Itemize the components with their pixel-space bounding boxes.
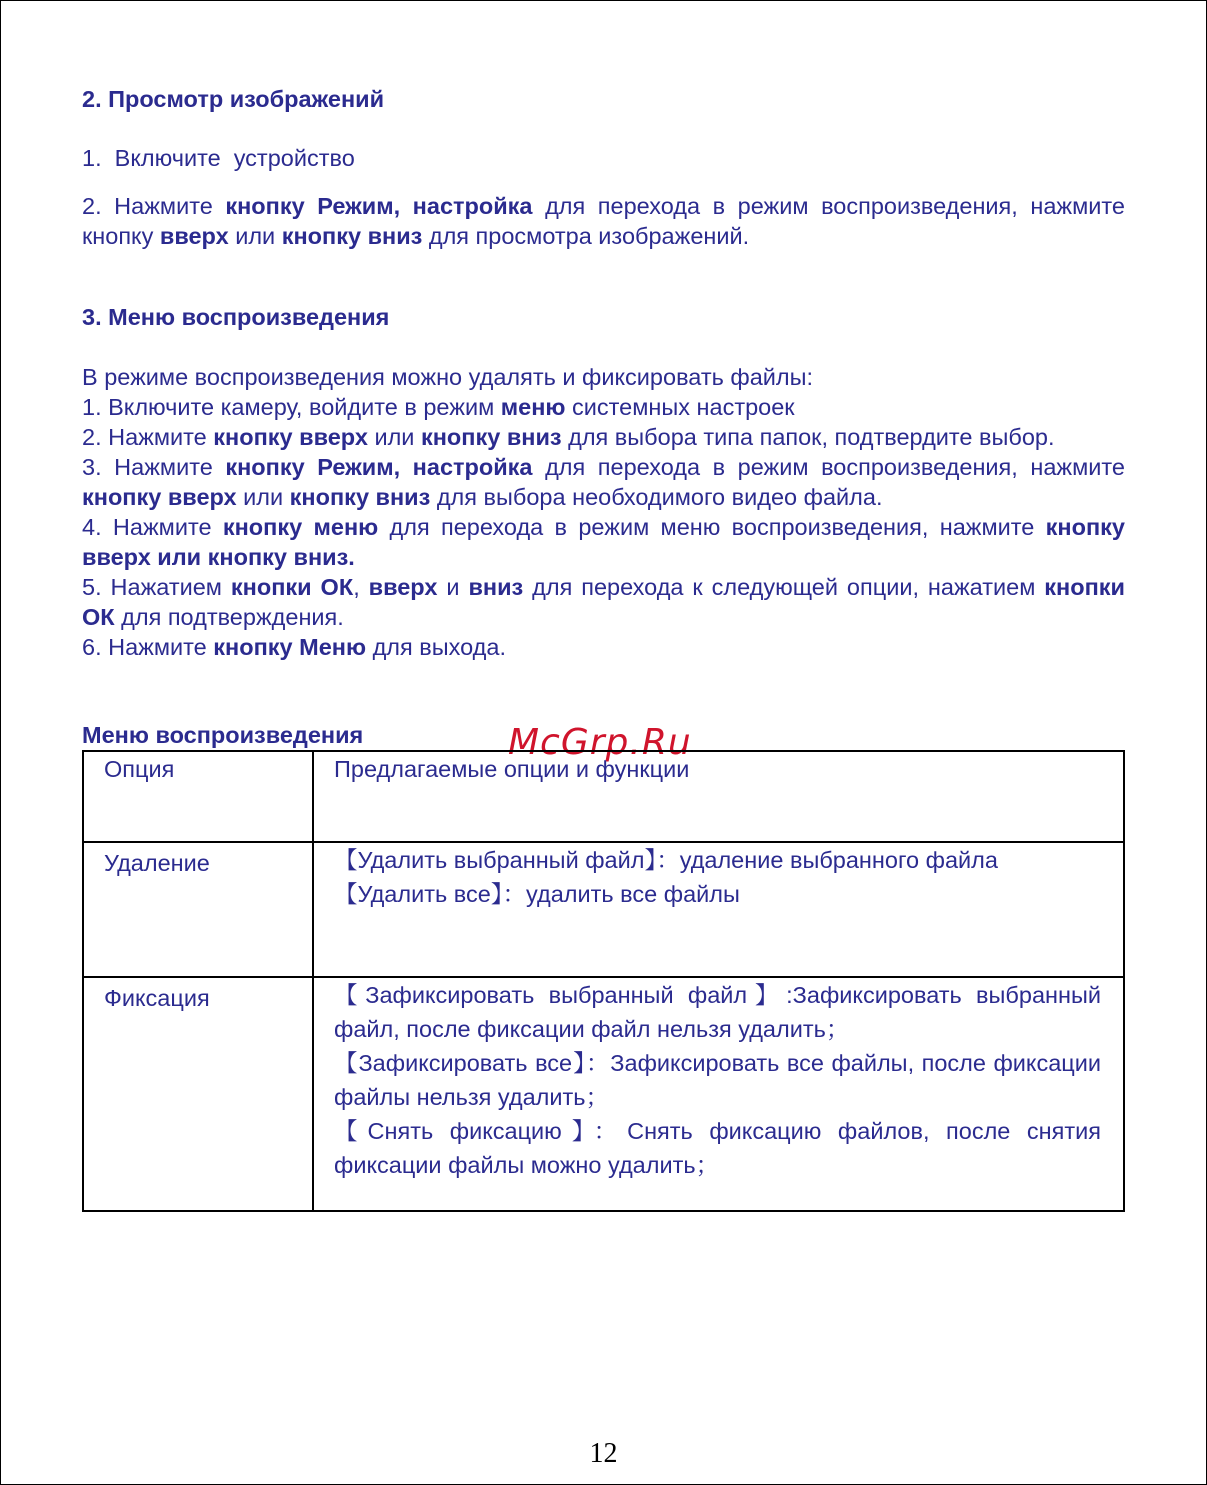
section-3-step-6: 6. Нажмите кнопку Меню для выхода.	[82, 634, 506, 660]
row-functions-lock	[313, 977, 1124, 1211]
section-3-step-3: 3. Нажмите кнопку Режим, настройка для перехода в режим воспроизведения, нажмите кнопку вверх или кнопку вниз для выбора необходимого видео файла.	[82, 454, 1125, 510]
table-title: Меню воспроизведения	[82, 722, 364, 748]
table-line: 【Удалить выбранный файл】：удаление выбранного файла	[334, 847, 998, 873]
section-3-step-5: 5. Нажатием кнопки ОК, вверх и вниз для перехода к следующей опции, нажатием кнопки ОК для подтверждения.	[82, 574, 1125, 630]
header-functions-cell: Предлагаемые опции и функции	[313, 751, 1124, 842]
row-option-delete: Удаление	[83, 842, 313, 977]
table-row	[83, 842, 1124, 977]
watermark: McGrp.Ru	[508, 722, 692, 763]
section-2-step-1: 1. Включите устройство	[82, 145, 355, 171]
table-line: 【Зафиксировать все】：Зафиксировать все файлы, после фиксации файлы нельзя удалить；	[334, 1050, 1101, 1110]
section-3-step-4: 4. Нажмите кнопку меню для перехода в режим меню воспроизведения, нажмите кнопку вверх или кнопку вниз.	[82, 514, 1125, 570]
table-line: 【Удалить все】：удалить все файлы	[334, 881, 740, 907]
section-2-heading: 2. Просмотр изображений	[82, 86, 385, 112]
section-3-body	[82, 362, 1125, 662]
section-3-step-1: 1. Включите камеру, войдите в режим меню системных настроек	[82, 394, 795, 420]
row-option-lock: Фиксация	[83, 977, 313, 1211]
section-2-step-2: 2. Нажмите кнопку Режим, настройка для перехода в режим воспроизведения, нажмите кнопку вверх или кнопку вниз для просмотра изображений.	[82, 193, 1125, 249]
page-number: 12	[589, 1438, 618, 1469]
row-functions-delete	[313, 842, 1124, 977]
header-option-cell: Опция	[83, 751, 313, 842]
playback-menu-table	[82, 750, 1125, 1212]
section-3-heading: 3. Меню воспроизведения	[82, 304, 390, 330]
section-3-step-2: 2. Нажмите кнопку вверх или кнопку вниз для выбора типа папок, подтвердите выбор.	[82, 424, 1055, 450]
table-line: 【Снять фиксацию】：Снять фиксацию файлов, после снятия фиксации файлы можно удалить；	[334, 1118, 1101, 1178]
table-row	[83, 977, 1124, 1211]
table-header-row	[83, 751, 1124, 842]
section-3-intro: В режиме воспроизведения можно удалять и фиксировать файлы:	[82, 364, 814, 390]
table-line: 【Зафиксировать выбранный файл】:Зафиксировать выбранный файл, после фиксации файл нельзя удалить；	[334, 982, 1101, 1042]
